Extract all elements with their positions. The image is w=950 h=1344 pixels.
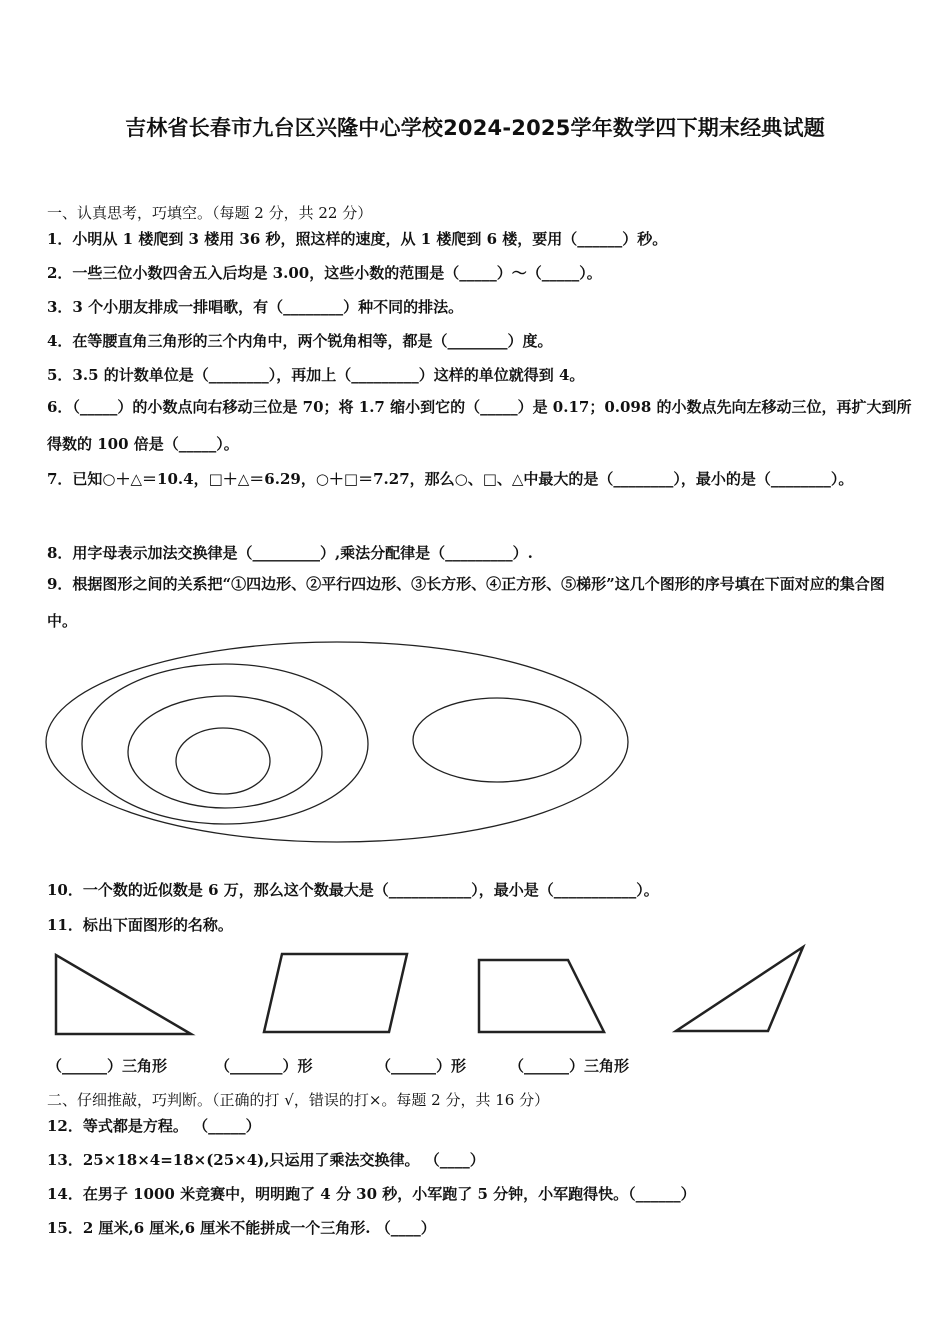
page-title: 吉林省长春市九台区兴隆中心学校2024-2025学年数学四下期末经典试题	[125, 116, 825, 140]
question-2: 2．一些三位小数四舍五入后均是 3.00，这些小数的范围是（_____）～（_____）。	[47, 264, 602, 282]
section-heading-fill-blank: 一、认真思考，巧填空。（每题 2 分，共 22 分）	[47, 204, 373, 222]
left-medium-set-ellipse	[128, 696, 322, 808]
question-3: 3．3 个小朋友排成一排唱歌，有（________）种不同的排法。	[47, 298, 464, 316]
question-4: 4．在等腰直角三角形的三个内角中，两个锐角相等，都是（________）度。	[47, 332, 553, 350]
left-large-set-ellipse	[82, 664, 368, 824]
question-13: 13．25×18×4=18×(25×4),只运用了乘法交换律。 （____）	[47, 1151, 485, 1169]
question-14: 14．在男子 1000 米竞赛中，明明跑了 4 分 30 秒，小军跑了 5 分钟，小军跑得快。（______）	[47, 1185, 696, 1203]
obtuse-triangle-shape	[676, 947, 803, 1031]
question-5: 5．3.5 的计数单位是（________），再加上（_________）这样的单位就得到 4。	[47, 366, 585, 384]
caption-shape-2: （_______）形	[215, 1057, 313, 1075]
set-diagram	[40, 636, 640, 848]
section-heading-judge: 二、仔细推敲，巧判断。（正确的打 √，错误的打×。每题 2 分，共 16 分）	[47, 1091, 550, 1109]
outer-set-ellipse	[46, 642, 628, 842]
parallelogram-shape	[264, 954, 407, 1032]
question-11: 11．标出下面图形的名称。	[47, 916, 233, 934]
caption-shape-3: （______）形	[376, 1057, 467, 1075]
question-6: 6．（_____）的小数点向右移动三位是 70；将 1.7 缩小到它的（_____）是 0.17；0.098 的小数点先向左移动三位，再扩大到所得数的 100 倍是（_____）。	[47, 398, 912, 453]
caption-shape-4: （______）三角形	[509, 1057, 630, 1075]
question-8: 8．用字母表示加法交换律是（_________）,乘法分配律是（_________）.	[47, 544, 533, 562]
left-small-set-ellipse	[176, 728, 270, 794]
question-1: 1．小明从 1 楼爬到 3 楼用 36 秒，照这样的速度，从 1 楼爬到 6 楼，要用（______）秒。	[47, 230, 668, 248]
shapes-row	[40, 940, 820, 1040]
right-set-ellipse	[413, 698, 581, 782]
question-15: 15．2 厘米,6 厘米,6 厘米不能拼成一个三角形. （____）	[47, 1219, 436, 1237]
caption-shape-1: （______）三角形	[47, 1057, 168, 1075]
question-12: 12．等式都是方程。 （_____）	[47, 1117, 261, 1135]
question-9: 9．根据图形之间的关系把“①四边形、②平行四边形、③长方形、④正方形、⑤梯形”这几个图形的序号填在下面对应的集合图中。	[47, 575, 885, 630]
trapezoid-shape	[479, 960, 604, 1032]
right-triangle-shape	[56, 955, 191, 1034]
question-7: 7．已知○＋△＝10.4，□＋△＝6.29，○＋□＝7.27，那么○、□、△中最大的是（________），最小的是（________）。	[47, 470, 854, 488]
question-10: 10．一个数的近似数是 6 万，那么这个数最大是（___________），最小是（___________）。	[47, 881, 659, 899]
